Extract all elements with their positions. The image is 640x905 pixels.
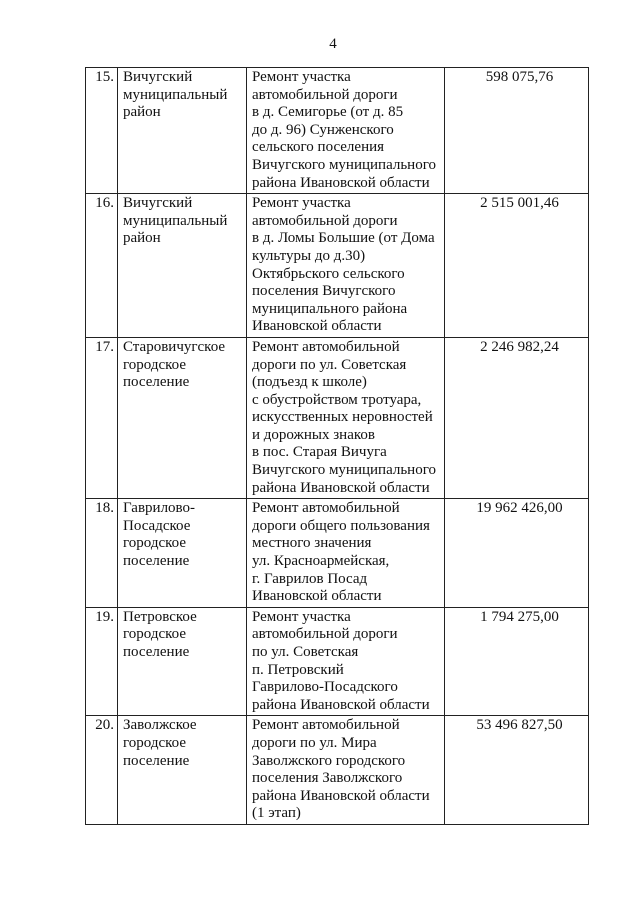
row-number: 15.	[86, 68, 118, 194]
row-number: 19.	[86, 607, 118, 716]
amount-cell: 2 515 001,46	[445, 194, 589, 338]
description-cell: Ремонт автомобильной дороги по ул. Советская (подъезд к школе) с обустройством тротуара, искусственных неровностей и дорожных знаков в пос. Старая Вичуга Вичугского муниципального района Ивановской области	[247, 337, 445, 498]
table-row	[86, 607, 589, 716]
description-cell: Ремонт автомобильной дороги общего пользования местного значения ул. Красноармейская, г. Гаврилов Посад Ивановской области	[247, 499, 445, 608]
description-cell: Ремонт участка автомобильной дороги в д. Семигорье (от д. 85 до д. 96) Сунженского сельского поселения Вичугского муниципального района Ивановской области	[247, 68, 445, 194]
municipality-cell: Гаврилово- Посадское городское поселение	[118, 499, 247, 608]
table-row	[86, 716, 589, 825]
description-cell: Ремонт участка автомобильной дороги в д. Ломы Большие (от Дома культуры до д.30) Октябрьского сельского поселения Вичугского муниципального района Ивановской области	[247, 194, 445, 338]
row-number: 18.	[86, 499, 118, 608]
amount-cell: 19 962 426,00	[445, 499, 589, 608]
amount-cell: 2 246 982,24	[445, 337, 589, 498]
description-cell: Ремонт автомобильной дороги по ул. Мира Заволжского городского поселения Заволжского района Ивановской области (1 этап)	[247, 716, 445, 825]
table-row	[86, 194, 589, 338]
table-row	[86, 499, 589, 608]
amount-cell: 53 496 827,50	[445, 716, 589, 825]
road-repair-table	[85, 67, 589, 825]
municipality-cell: Вичугский муниципальный район	[118, 68, 247, 194]
page-number: 4	[329, 36, 337, 52]
municipality-cell: Старовичугское городское поселение	[118, 337, 247, 498]
row-number: 17.	[86, 337, 118, 498]
row-number: 16.	[86, 194, 118, 338]
row-number: 20.	[86, 716, 118, 825]
table-row	[86, 68, 589, 194]
table-row	[86, 337, 589, 498]
municipality-cell: Вичугский муниципальный район	[118, 194, 247, 338]
municipality-cell: Петровское городское поселение	[118, 607, 247, 716]
description-cell: Ремонт участка автомобильной дороги по ул. Советская п. Петровский Гаврилово-Посадского района Ивановской области	[247, 607, 445, 716]
municipality-cell: Заволжское городское поселение	[118, 716, 247, 825]
amount-cell: 1 794 275,00	[445, 607, 589, 716]
amount-cell: 598 075,76	[445, 68, 589, 194]
